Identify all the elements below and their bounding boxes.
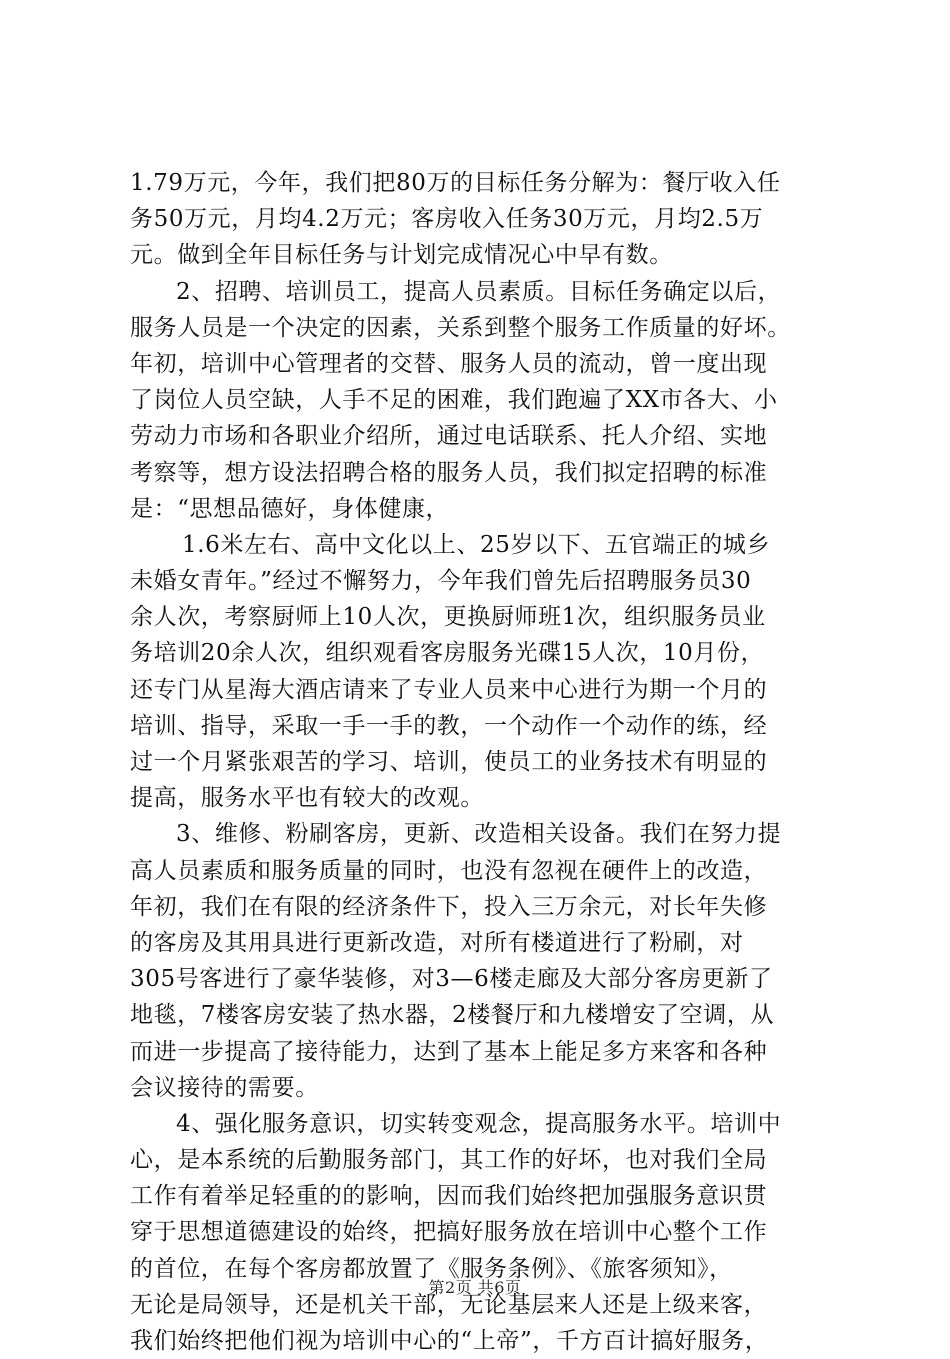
text-line: 元。做到全年目标任务与计划完成情况心中早有数。 <box>130 242 673 269</box>
text-line: 地毯，7楼客房安装了热水器，2楼餐厅和九楼增安了空调，从 <box>130 1002 775 1029</box>
text-line: 4、强化服务意识，切实转变观念，提高服务水平。培训中 <box>176 1110 782 1137</box>
text-line: 了岗位人员空缺，人手不足的困难，我们跑遍了XX市各大、小 <box>130 387 778 414</box>
text-line: 提高，服务水平也有较大的改观。 <box>130 785 484 812</box>
text-line: 我们始终把他们视为培训中心的“上帝”，千方百计搞好服务， <box>130 1328 769 1354</box>
text-line: 务50万元，月均4.2万元；客房收入任务30万元，月均2.5万 <box>130 206 764 233</box>
text-line: 心，是本系统的后勤服务部门，其工作的好坏，也对我们全局 <box>130 1147 768 1174</box>
text-line: 还专门从星海大酒店请来了专业人员来中心进行为期一个月的 <box>130 676 768 703</box>
text-line: 高人员素质和服务质量的同时，也没有忽视在硬件上的改造， <box>130 857 768 884</box>
text-line: 考察等，想方设法招聘合格的服务人员，我们拟定招聘的标准 <box>130 459 768 486</box>
text-line: 劳动力市场和各职业介绍所，通过电话联系、托人介绍、实地 <box>130 423 768 450</box>
text-line: 穿于思想道德建设的始终，把搞好服务放在培训中心整个工作 <box>130 1219 768 1246</box>
text-line: 而进一步提高了接待能力，达到了基本上能足多方来客和各种 <box>130 1038 768 1065</box>
text-line: 是：“思想品德好，身体健康， <box>130 495 450 522</box>
document-body <box>130 165 830 1359</box>
text-line: 1.6米左右、高中文化以上、25岁以下、五官端正的城乡 <box>182 531 771 558</box>
text-line: 服务人员是一个决定的因素，关系到整个服务工作质量的好坏。 <box>130 314 791 341</box>
text-line: 1.79万元，今年，我们把80万的目标任务分解为：餐厅收入任 <box>130 170 781 196</box>
text-line: 培训、指导，采取一手一手的教，一个动作一个动作的练，经 <box>130 712 768 739</box>
text-line: 的首位，在每个客房都放置了《服务条例》、《旅客须知》， <box>130 1255 733 1282</box>
text-line: 305号客进行了豪华装修，对3—6楼走廊及大部分客房更新了 <box>130 966 773 993</box>
text-line: 无论是局领导，还是机关干部，无论基层来人还是上级来客， <box>130 1291 768 1318</box>
text-line: 未婚女青年。”经过不懈努力，今年我们曾先后招聘服务员30 <box>130 568 752 595</box>
text-line: 余人次，考察厨师上10人次，更换厨师班1次，组织服务员业 <box>130 604 766 631</box>
text-line: 年初，培训中心管理者的交替、服务人员的流动，曾一度出现 <box>130 350 768 377</box>
text-line: 务培训20余人次，组织观看客房服务光碟15人次，10月份， <box>130 640 765 667</box>
text-line: 工作有着举足轻重的的影响，因而我们始终把加强服务意识贯 <box>130 1183 768 1210</box>
text-line: 会议接待的需要。 <box>130 1074 319 1101</box>
page-footer: 第2页 共6页 <box>428 1278 522 1297</box>
text-line: 2、招聘、培训员工，提高人员素质。目标任务确定以后， <box>176 278 782 305</box>
text-line: 3、维修、粉刷客房，更新、改造相关设备。我们在努力提 <box>176 821 782 848</box>
text-line: 年初，我们在有限的经济条件下，投入三万余元，对长年失修 <box>130 893 768 920</box>
text-line: 过一个月紧张艰苦的学习、培训，使员工的业务技术有明显的 <box>130 749 768 775</box>
text-line: 的客房及其用具进行更新改造，对所有楼道进行了粉刷，对 <box>130 929 744 956</box>
